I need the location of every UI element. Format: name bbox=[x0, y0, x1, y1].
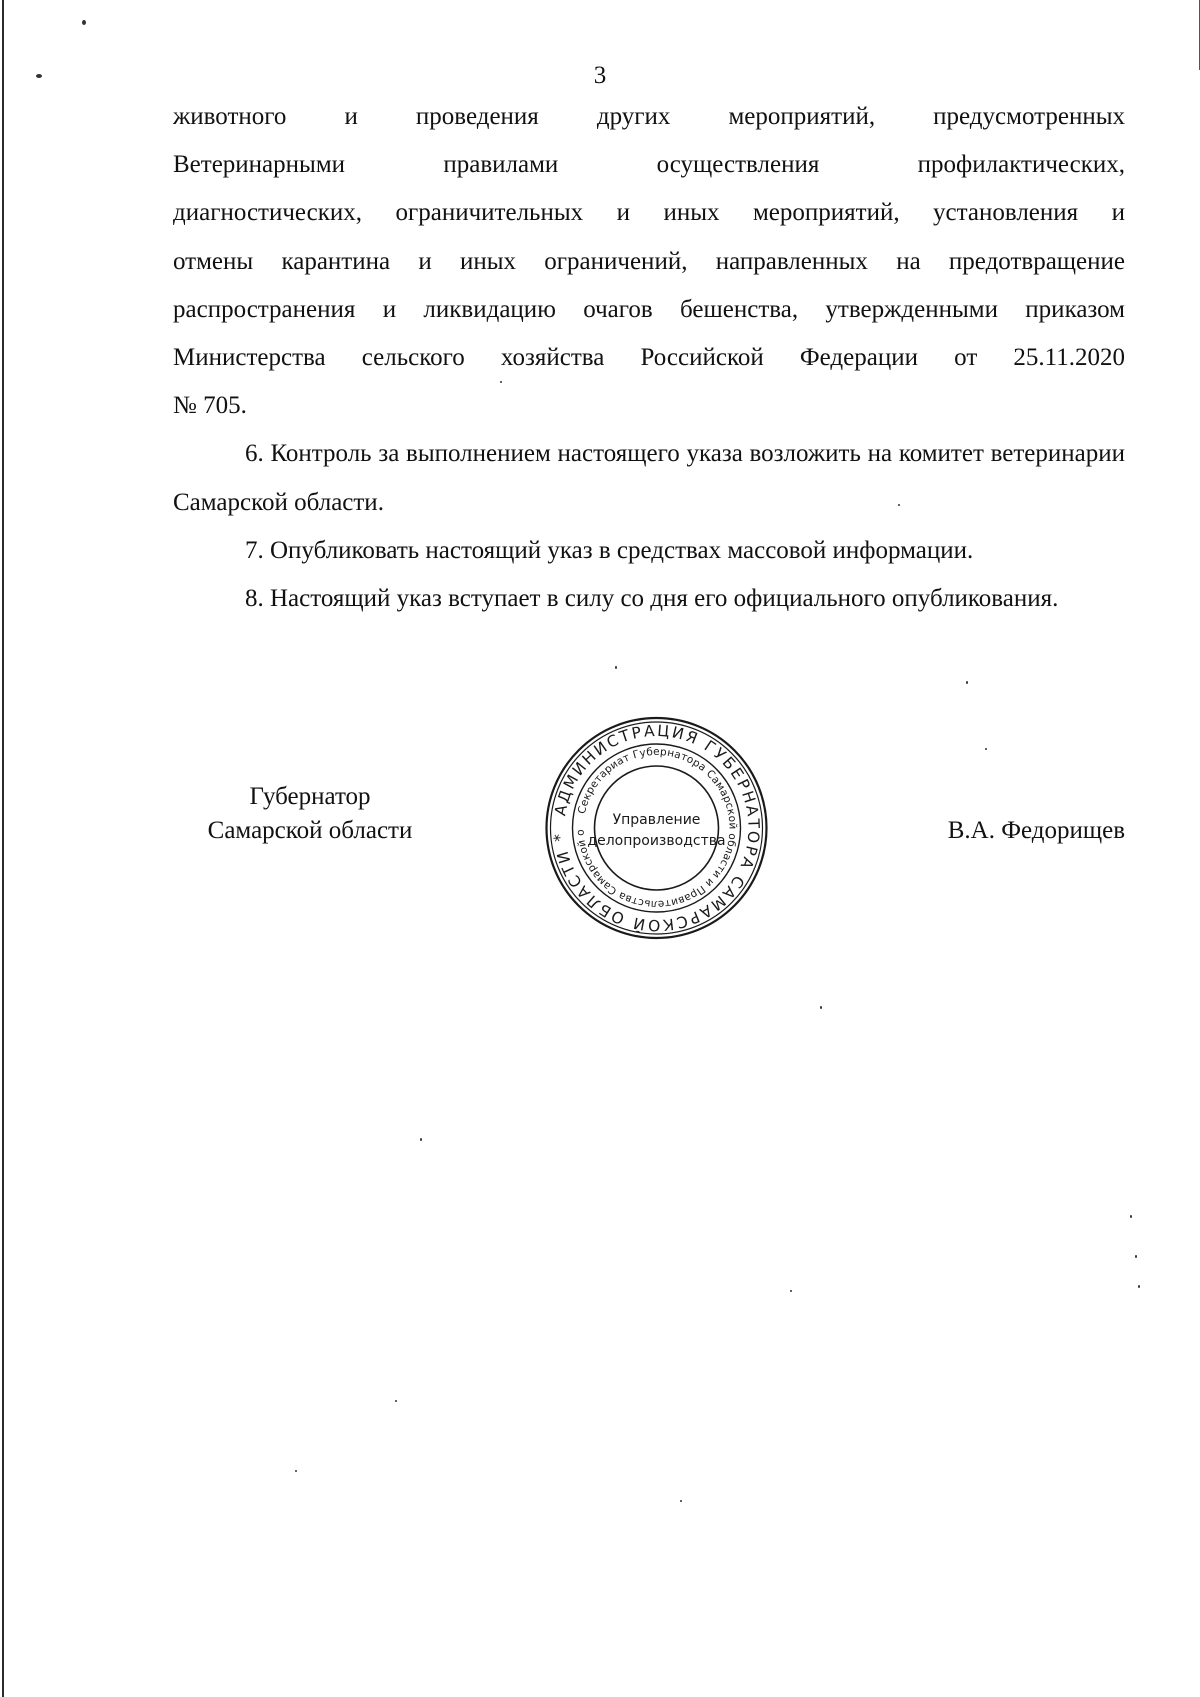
paragraph-continuation bbox=[173, 93, 1125, 430]
document-body bbox=[173, 93, 1125, 623]
text-line: Ветеринарными правилами осуществления профилактических, bbox=[173, 151, 1125, 179]
scan-speck bbox=[36, 74, 42, 78]
scan-speck bbox=[680, 1500, 682, 1502]
scan-speck bbox=[295, 1470, 297, 1472]
page-number: 3 bbox=[593, 62, 607, 89]
scan-speck bbox=[1138, 1285, 1140, 1288]
official-seal-graphic bbox=[539, 713, 774, 943]
scan-speck bbox=[1135, 1255, 1137, 1258]
seal-inner-text: Секретариат Губернатора Самарской области и Правительства Самарской о bbox=[574, 745, 739, 911]
signatory-position-line: Губернатор bbox=[249, 783, 371, 810]
scan-speck bbox=[966, 681, 968, 684]
page-scan-edge-left bbox=[2, 0, 4, 1697]
seal-center-line-1: Управление bbox=[612, 812, 701, 828]
scan-speck bbox=[898, 504, 900, 506]
scan-speck bbox=[82, 20, 86, 25]
scan-speck bbox=[820, 1006, 822, 1009]
scan-speck bbox=[615, 666, 617, 669]
scan-speck bbox=[790, 1290, 792, 1292]
paragraph-item-8: 8. Настоящий указ вступает в силу со дня его официального опубликования. bbox=[245, 585, 1059, 613]
text-line: Министерства сельского хозяйства Российской Федерации от 25.11.2020 bbox=[173, 344, 1125, 372]
seal-center-line-2: делопроизводства bbox=[587, 833, 726, 849]
scan-speck bbox=[985, 748, 987, 750]
signatory-position-line: Самарской области bbox=[207, 817, 413, 844]
scan-speck bbox=[500, 381, 502, 383]
seal-outer-text: АДМИНИСТРАЦИЯ ГУБЕРНАТОРА САМАРСКОЙ ОБЛАСТИ * bbox=[550, 721, 763, 935]
signatory-position bbox=[170, 780, 450, 848]
text-line: отмены карантина и иных ограничений, направленных на предотвращение bbox=[173, 247, 1125, 275]
paragraph-item-7: 7. Опубликовать настоящий указ в средствах массовой информации. bbox=[245, 536, 974, 564]
text-line: диагностических, ограничительных и иных мероприятий, установления и bbox=[173, 199, 1125, 227]
paragraph-item-6: 6. Контроль за выполнением настоящего указа возложить на комитет ветеринарии Самарской области. bbox=[173, 440, 1125, 516]
text-line: распространения и ликвидацию очагов бешенства, утвержденными приказом bbox=[173, 295, 1125, 323]
official-seal bbox=[539, 713, 774, 943]
text-line: животного и проведения других мероприятий, предусмотренных bbox=[173, 103, 1125, 130]
scan-speck bbox=[395, 1400, 397, 1402]
text-line: № 705. bbox=[173, 392, 247, 420]
scan-speck bbox=[420, 1138, 422, 1141]
scan-speck bbox=[1130, 1215, 1132, 1218]
signatory-name: В.А. Федорищев bbox=[947, 817, 1125, 844]
